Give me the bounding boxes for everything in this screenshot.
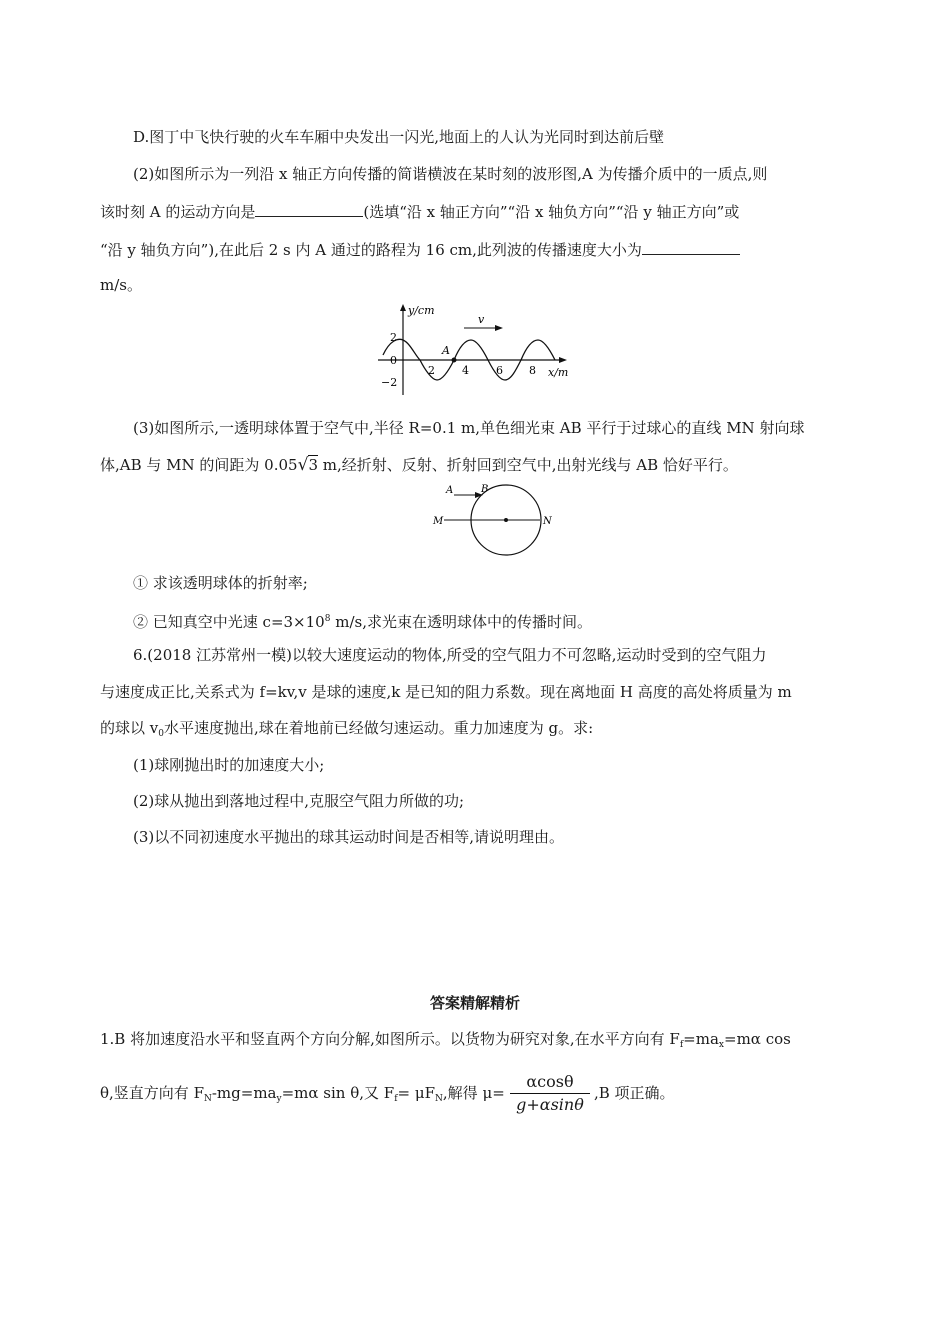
q3-part-1: ① 求该透明球体的折射率; xyxy=(133,574,308,592)
y-tick-neg2: −2 xyxy=(381,376,398,389)
answer-heading: 答案精解精析 xyxy=(429,994,520,1012)
fraction-numerator: αcosθ xyxy=(526,1072,574,1091)
answer-blank-direction[interactable] xyxy=(255,200,363,217)
x-tick-6: 6 xyxy=(496,364,503,377)
q3-part-2-exponent: 8 xyxy=(324,614,331,624)
velocity-label: v xyxy=(478,313,485,326)
answer-1-line-2 xyxy=(100,1083,505,1109)
label-m: M xyxy=(433,516,444,527)
q2-line-1: (2)如图所示为一列沿 x 轴正方向传播的简谐横波在某时刻的波形图,A 为传播介质中的一质点,则 xyxy=(133,165,768,183)
a1-sub-n: N xyxy=(203,1094,212,1104)
q2-text-c: “沿 y 轴负方向”),在此后 2 s 内 A 通过的路程为 16 cm,此列波的传播速度大小为 xyxy=(100,241,642,259)
q6-text-a: 的球以 v xyxy=(100,719,159,737)
y-tick-0: 0 xyxy=(390,354,397,367)
x-axis-arrow xyxy=(559,357,567,363)
q6-line-1: 6.(2018 江苏常州一模)以较大速度运动的物体,所受的空气阻力不可忽略,运动时受到的空气阻力 xyxy=(133,646,767,664)
q3-text-b: m,经折射、反射、折射回到空气中,出射光线与 AB 恰好平行。 xyxy=(317,456,738,474)
a1-text-h: ,解得 μ= xyxy=(442,1084,505,1102)
a1-text-b: =ma xyxy=(683,1030,719,1048)
sphere-figure xyxy=(430,480,580,570)
q2-line-2 xyxy=(100,200,739,222)
a1-sub-f2: f xyxy=(394,1094,398,1104)
point-a-label: A xyxy=(442,344,450,357)
wave-figure xyxy=(370,300,590,400)
velocity-arrowhead xyxy=(495,325,503,331)
q3-part-2-text-b: m/s,求光束在透明球体中的传播时间。 xyxy=(330,613,592,631)
a1-text-a: 1.B 将加速度沿水平和竖直两个方向分解,如图所示。以货物为研究对象,在水平方向有 F xyxy=(100,1030,680,1048)
q3-text-a: 体,AB 与 MN 的间距为 0.05 xyxy=(100,456,298,474)
label-a: A xyxy=(446,485,454,496)
fraction-denominator: g+αsinθ xyxy=(516,1095,584,1114)
q3-line-2 xyxy=(100,455,738,475)
a1-text-g: = μF xyxy=(397,1084,436,1102)
label-b: B xyxy=(481,484,489,495)
y-axis-arrow xyxy=(400,304,406,311)
q2-line-3 xyxy=(100,238,740,260)
a1-text-c: =mα cos xyxy=(724,1030,791,1048)
a1-sub-n2: N xyxy=(435,1094,443,1104)
answer-1-line-1 xyxy=(100,1029,791,1055)
a1-sub-y: y xyxy=(276,1094,282,1104)
q2-text-b: (选填“沿 x 轴正方向”“沿 x 轴负方向”“沿 y 轴正方向”或 xyxy=(363,203,740,221)
q2-line-4: m/s。 xyxy=(100,276,142,294)
q6-line-2: 与速度成正比,关系式为 f=kv,v 是球的速度,k 是已知的阻力系数。现在离地面 H 高度的高处将质量为 m xyxy=(100,683,792,701)
x-axis-label: x/m xyxy=(548,366,569,379)
q6-subscript: 0 xyxy=(158,729,164,739)
fraction-bar xyxy=(510,1093,590,1094)
y-tick-2: 2 xyxy=(390,331,397,344)
label-n: N xyxy=(543,516,552,527)
q3-part-2-text-a: ② 已知真空中光速 c=3×10 xyxy=(133,613,325,631)
a1-text-e: -mg=ma xyxy=(211,1084,277,1102)
answer-blank-speed[interactable] xyxy=(642,238,740,255)
x-tick-2: 2 xyxy=(428,364,435,377)
q2-text-a: 该时刻 A 的运动方向是 xyxy=(100,203,256,221)
a1-sub-f: f xyxy=(679,1040,684,1050)
q6-part-3: (3)以不同初速度水平抛出的球其运动时间是否相等,请说明理由。 xyxy=(133,828,565,846)
q3-part-2 xyxy=(133,609,592,632)
q6-part-1: (1)球刚抛出时的加速度大小; xyxy=(133,756,325,774)
y-axis-label: y/cm xyxy=(408,304,435,317)
sphere-center xyxy=(504,518,508,522)
a1-text-d: θ,竖直方向有 F xyxy=(100,1084,204,1102)
q3-line-1: (3)如图所示,一透明球体置于空气中,半径 R=0.1 m,单色细光束 AB 平行于过球心的直线 MN 射向球 xyxy=(133,419,805,437)
x-tick-4: 4 xyxy=(462,364,469,377)
point-a xyxy=(452,358,457,363)
a1-sub-x: x xyxy=(718,1040,724,1050)
a1-text-f: =mα sin θ,又 F xyxy=(281,1084,395,1102)
sqrt-symbol: √ xyxy=(297,455,309,475)
q6-line-3 xyxy=(100,718,593,744)
q6-part-2: (2)球从抛出到落地过程中,克服空气阻力所做的功; xyxy=(133,792,465,810)
mu-fraction xyxy=(510,1072,590,1115)
answer-1-line-2-end: ,B 项正确。 xyxy=(594,1084,675,1102)
x-tick-8: 8 xyxy=(529,364,536,377)
sqrt-radicand: 3 xyxy=(308,456,318,474)
option-d: D.图丁中飞快行驶的火车车厢中央发出一闪光,地面上的人认为光同时到达前后壁 xyxy=(133,128,665,146)
q6-text-b: 水平速度抛出,球在着地前已经做匀速运动。重力加速度为 g。求: xyxy=(163,719,594,737)
